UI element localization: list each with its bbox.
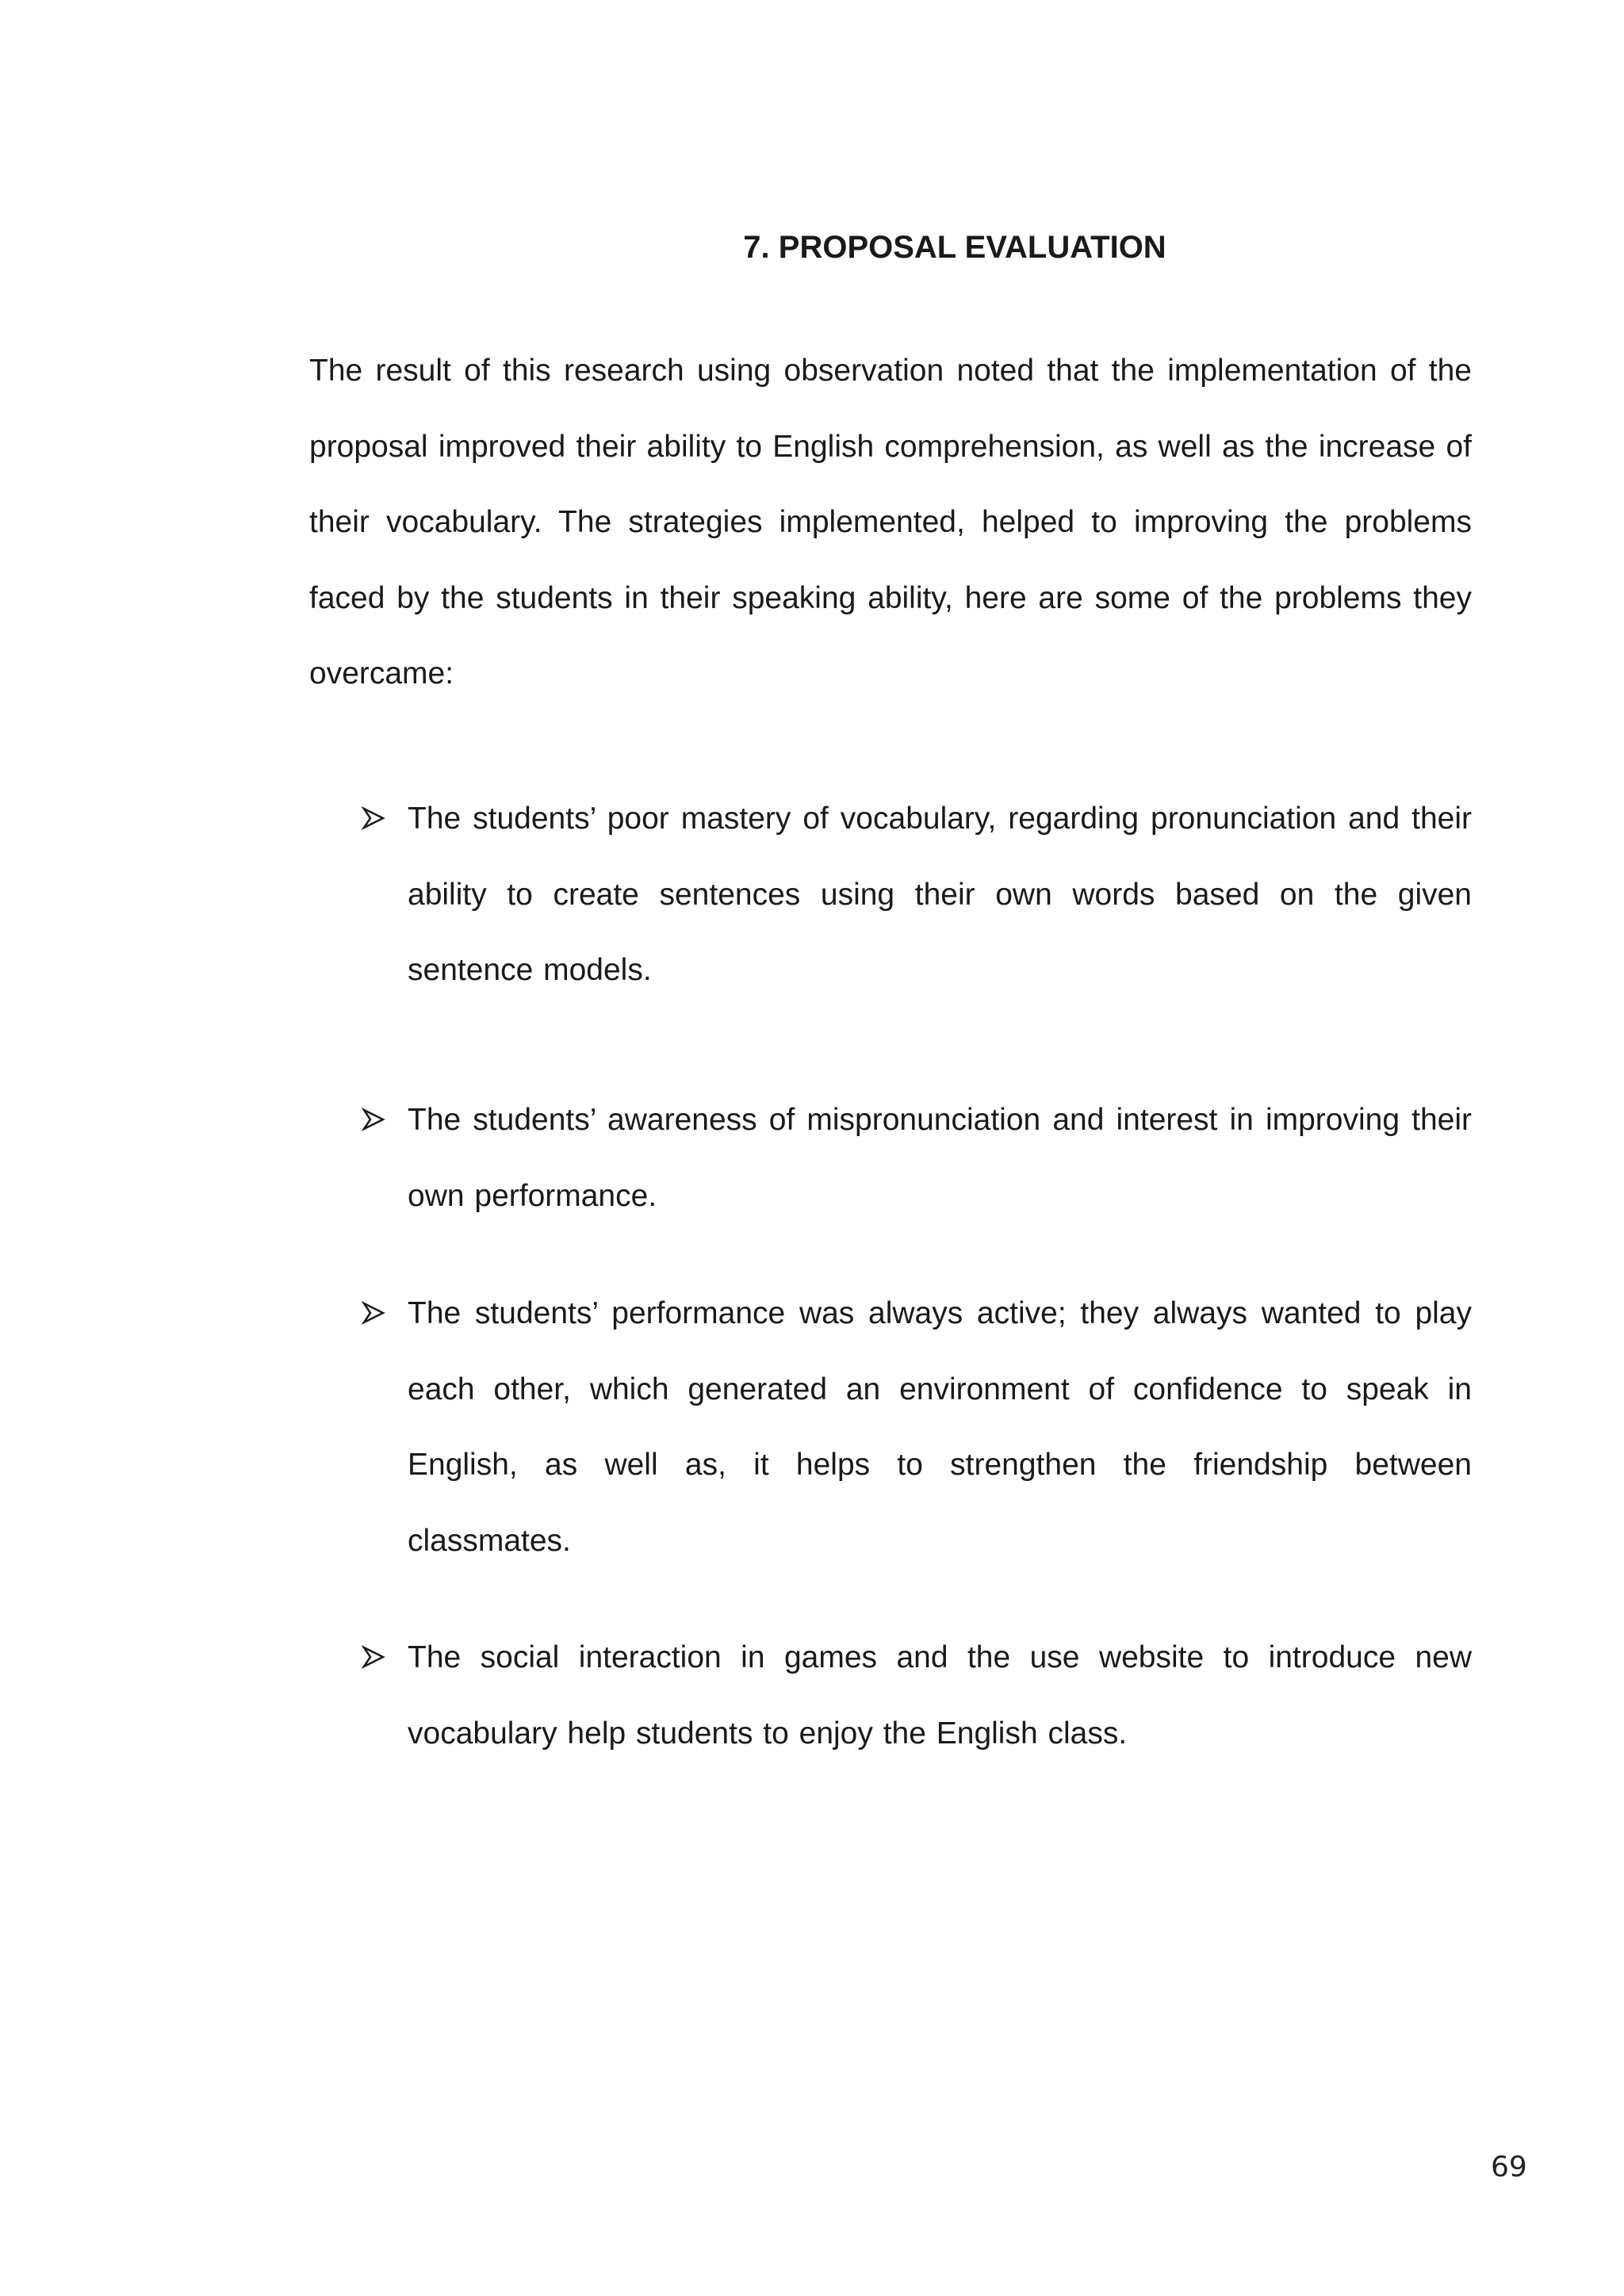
arrowhead-bullet-icon bbox=[358, 781, 390, 856]
page-number: 69 bbox=[1491, 2151, 1527, 2183]
list-item-text: The students’ poor mastery of vocabulary, regarding pronunciation and their ability to create sentences using their own words based on the given sentence models. bbox=[408, 802, 1472, 987]
intro-paragraph: The result of this research using observation noted that the implementation of the proposal improved their ability to English comprehension, as well as the increase of their vocabulary. The strategies implemented, helped to improving the problems faced by the students in their speaking ability, here are some of the problems they overcame: bbox=[309, 354, 1472, 691]
arrowhead-bullet-icon bbox=[358, 1276, 390, 1351]
list-item-text: The students’ awareness of mispronunciation and interest in improving their own performance. bbox=[408, 1103, 1472, 1213]
arrowhead-bullet-icon bbox=[358, 1082, 390, 1158]
list-item-text: The students’ performance was always active; they always wanted to play each other, which generated an environment of confidence to speak in English, as well as, it helps to strengthen the friendship between classmates. bbox=[408, 1296, 1472, 1558]
section-heading: 7. PROPOSAL EVALUATION bbox=[743, 230, 1166, 265]
arrowhead-bullet-icon bbox=[358, 1620, 390, 1695]
list-item-text: The social interaction in games and the use website to introduce new vocabulary help students to enjoy the English class. bbox=[408, 1640, 1472, 1751]
